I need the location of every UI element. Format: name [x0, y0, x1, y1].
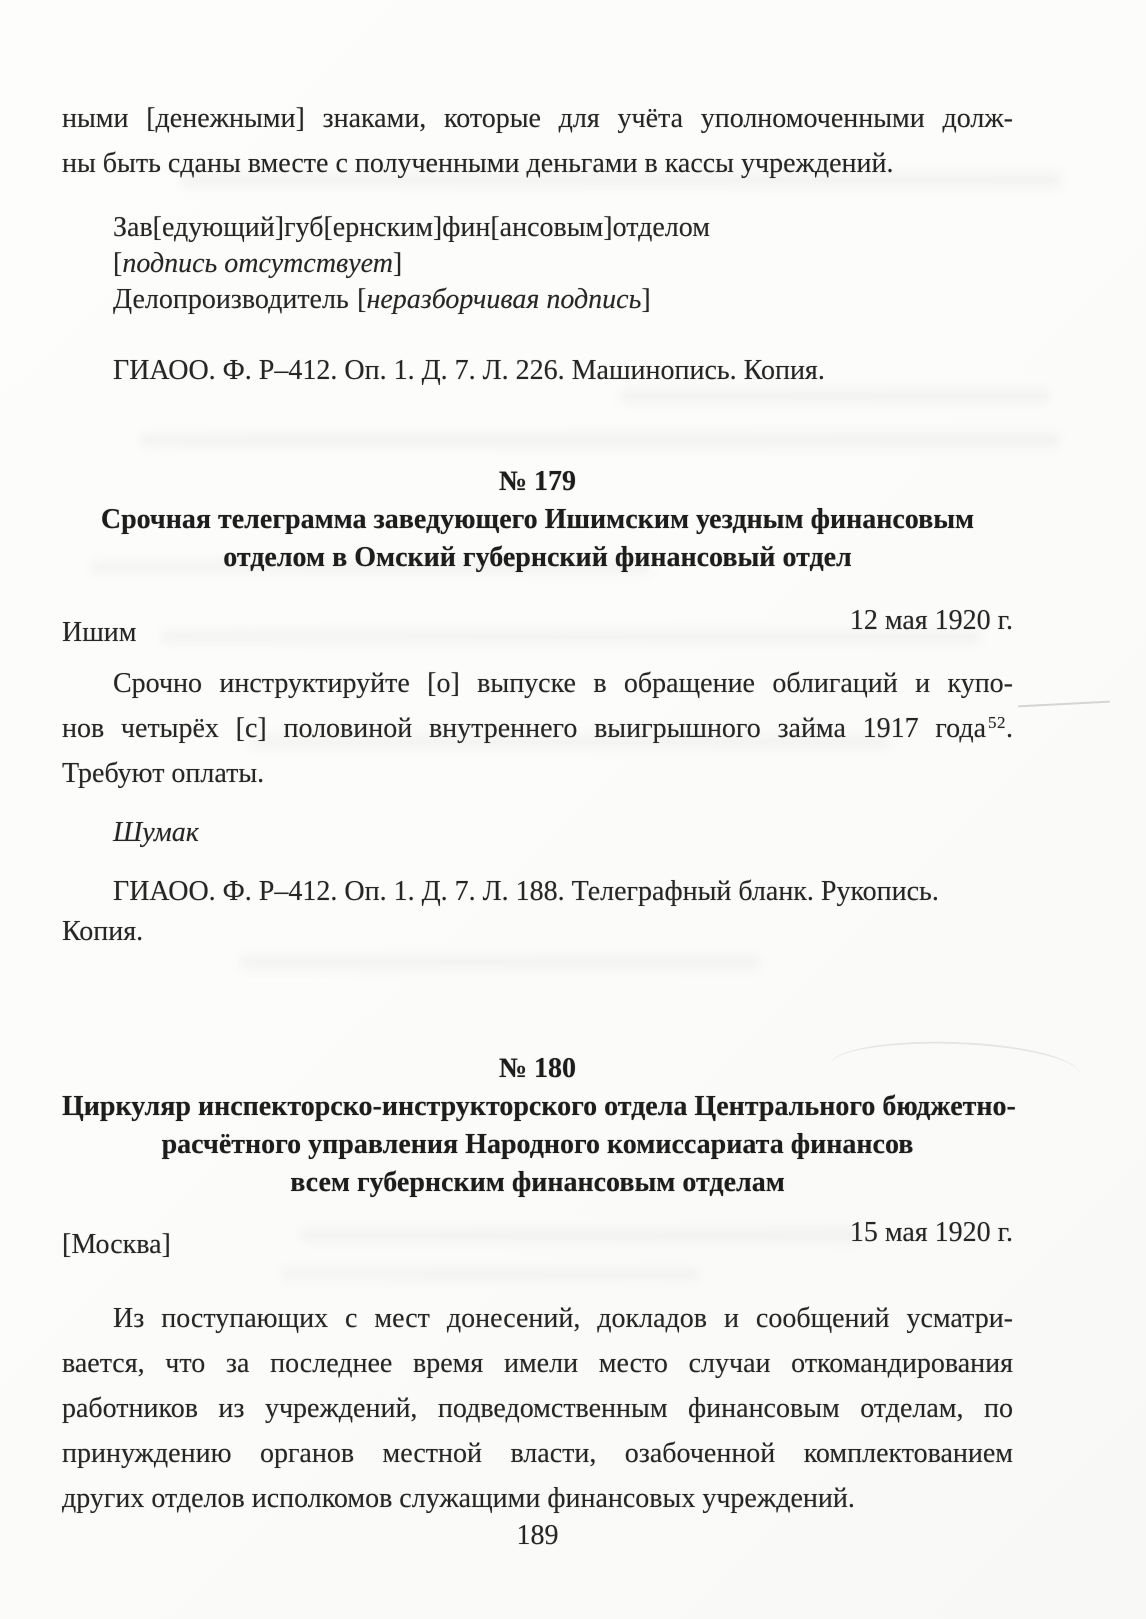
document-title-line: Циркуляр инспекторско-инструкторского отдела Центрального бюджетно-: [62, 1091, 1016, 1122]
document-title-line: расчётного управления Народного комиссариата финансов: [161, 1129, 914, 1160]
sentence-period: .: [1006, 713, 1013, 744]
document-179-heading: [62, 463, 1013, 577]
document-date: 15 мая 1920 г.: [849, 1217, 1013, 1248]
document-180-body: [62, 1296, 1013, 1521]
bracket: [: [113, 248, 123, 279]
paragraph-line: Из поступающих с мест донесений, докладов и сообщений усматри-: [113, 1303, 1013, 1334]
document-180-heading: [62, 1050, 1016, 1202]
archive-reference-text: Копия.: [62, 916, 144, 947]
paragraph-line: ны быть сданы вместе с полученными деньгами в кассы учреждений.: [62, 148, 894, 179]
signature-block: [62, 210, 1013, 318]
document-number: № 179: [498, 466, 577, 497]
document-date: 12 мая 1920 г.: [849, 605, 1013, 636]
bracket: ]: [392, 248, 403, 279]
previous-document-tail: [62, 96, 1013, 186]
bracket: ]: [641, 284, 651, 315]
bleedthrough-smudge: [240, 955, 760, 969]
paragraph-line: ными [денежными] знаками, которые для учёта уполномоченными долж-: [62, 103, 1013, 134]
clerk-signature: [113, 282, 1013, 318]
archive-reference-text: ГИАОО. Ф. Р–412. Оп. 1. Д. 7. Л. 188. Телеграфный бланк. Рукопись.: [113, 876, 939, 907]
document-title-line: Срочная телеграмма заведующего Ишимским уездным финансовым: [100, 504, 975, 535]
paragraph-line: Срочно инструктируйте [о] выпуске в обращение облигаций и купо-: [113, 668, 1013, 699]
paragraph-line: вается, что за последнее время имели место случаи откомандирования: [62, 1348, 1013, 1379]
bleedthrough-smudge: [280, 1268, 700, 1280]
archive-reference-text: ГИАОО. Ф. Р–412. Оп. 1. Д. 7. Л. 226. Машинопись. Копия.: [113, 355, 825, 386]
bleedthrough-smudge: [140, 432, 1060, 448]
document-number: № 180: [498, 1053, 577, 1084]
bracket: [: [357, 284, 367, 315]
signature-note: [113, 246, 1013, 282]
archive-reference: [62, 872, 1013, 952]
signatory-name: Шумак: [113, 817, 199, 848]
document-place: Ишим: [62, 617, 137, 648]
document-title-line: отделом в Омский губернский финансовый отдел: [223, 542, 852, 573]
paragraph-line: Требуют оплаты.: [62, 758, 265, 789]
document-179-signature: [62, 810, 1013, 855]
document-title-line: всем губернским финансовым отделам: [290, 1167, 785, 1198]
document-180-dateline: [62, 1210, 1013, 1260]
signature-note-text: подпись отсутствует: [122, 248, 393, 279]
paragraph-line: работников из учреждений, подведомственным финансовым отделам, по: [62, 1393, 1013, 1424]
document-179-body: [62, 661, 1013, 796]
clerk-signature-note: неразборчивая подпись: [366, 284, 642, 315]
document-place: [Москва]: [62, 1229, 171, 1260]
page-number: 189: [516, 1520, 559, 1551]
paragraph-line: других отделов исполкомов служащими финансовых учреждений.: [62, 1483, 855, 1514]
clerk-label: Делопроизводитель: [113, 284, 349, 315]
paragraph-line: принуждению органов местной власти, озабоченной комплектованием: [62, 1438, 1013, 1469]
archive-reference: [62, 348, 1013, 393]
pencil-mark: [1018, 701, 1110, 708]
document-179-dateline: [62, 598, 1013, 648]
signatory-role: Зав[едующий]губ[ернским]фин[ансовым]отделом: [113, 212, 710, 243]
footnote-marker: 52: [988, 713, 1006, 732]
paragraph-line: [62, 706, 1013, 751]
paragraph-text: нов четырёх [с] половиной внутреннего выигрышного займа 1917 года: [62, 713, 986, 744]
